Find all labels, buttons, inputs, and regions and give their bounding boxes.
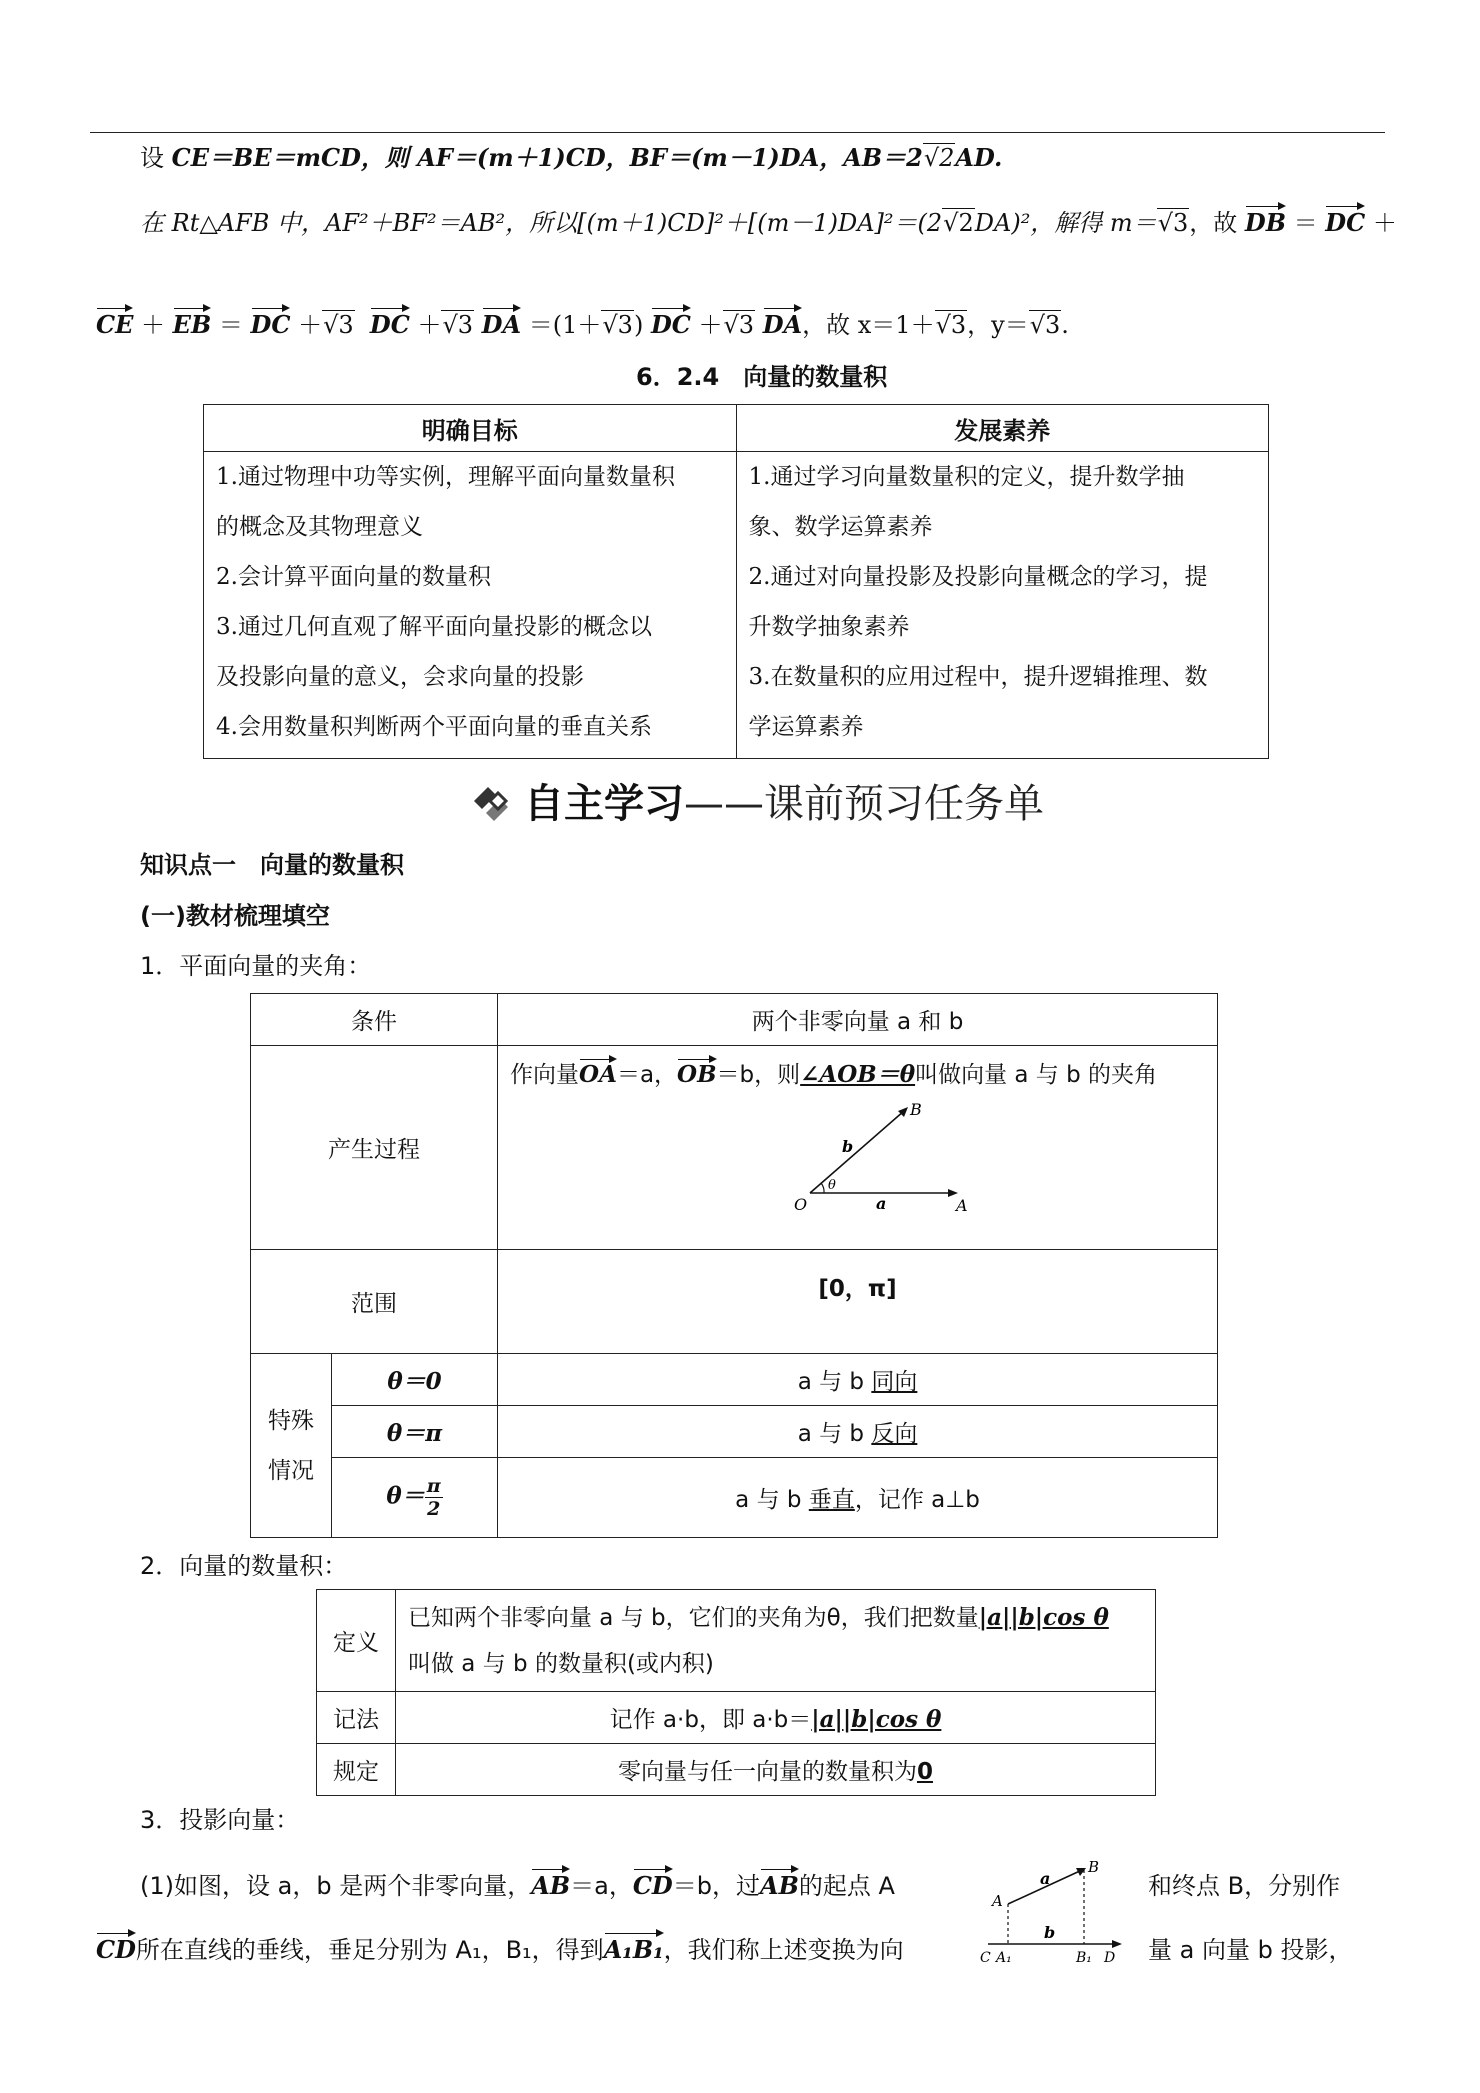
- proc-text-c: ＝b，则: [716, 1062, 801, 1088]
- cond-value: 两个非零向量 a 和 b: [498, 994, 1218, 1046]
- case-key: 反向: [871, 1421, 918, 1447]
- note-pre: 记作 a·b，即 a·b＝: [609, 1707, 812, 1733]
- projection-right-2: 量 a 向量 b 投影，: [1148, 1936, 1353, 1964]
- solution-line-2: 在 Rt△AFB 中，AF²＋BF²＝AB²，所以[(m＋1)CD]²＋[(m－1)DA]²＝(2√2DA)²，解得 m＝√3，故 DB ＝ DC ＋: [140, 208, 1397, 237]
- goals-header-right: 发展素养: [736, 405, 1269, 452]
- projection-line-1: [140, 1866, 895, 1901]
- study-banner: [466, 772, 1044, 829]
- banner-logo-icon: [466, 781, 516, 821]
- item-3-title: 3．投影向量：: [140, 1806, 300, 1834]
- banner-rest: ——课前预习任务单: [684, 781, 1044, 827]
- vec-DC-2: DC: [250, 310, 291, 339]
- vec-CD: CD: [632, 1871, 673, 1900]
- proc-text-b: ＝a，: [616, 1062, 678, 1088]
- proc-text-d: 叫做向量 a 与 b 的夹角: [915, 1062, 1158, 1088]
- header-rule: [90, 132, 1385, 133]
- vec-EB: EB: [172, 310, 212, 339]
- knowledge-title: 知识点一 向量的数量积: [140, 851, 404, 879]
- knowledge-sub: (一)教材梳理填空: [140, 902, 330, 930]
- item-2-title: 2．向量的数量积：: [140, 1552, 348, 1580]
- vec-DC: DC: [1325, 208, 1366, 237]
- note-key: |a||b|cos θ: [811, 1706, 942, 1733]
- proj-p1-b: ＝a，: [570, 1872, 633, 1900]
- note-cell: [396, 1692, 1156, 1744]
- case-result-2: [498, 1458, 1218, 1538]
- solution-line-3: CE ＋ EB ＝ DC ＋√3 DC ＋√3 DA ＝(1＋√3) DC ＋√3 DA，故 x＝1＋√3，y＝√3.: [96, 310, 1069, 339]
- proc-label: 产生过程: [251, 1046, 498, 1250]
- vec-A1B1: A₁B₁: [603, 1935, 664, 1964]
- def-cell: [396, 1590, 1156, 1692]
- proj-fig-a: a: [1040, 1869, 1051, 1888]
- rule-pre: 零向量与任一向量的数量积为: [617, 1759, 917, 1785]
- pi-over-2: [425, 1475, 443, 1520]
- goal-left-line: 1.通过物理中功等实例，理解平面向量数量积: [216, 464, 675, 490]
- goal-left-line: 2.会计算平面向量的数量积: [216, 564, 491, 590]
- note-label: 记法: [317, 1692, 396, 1744]
- case-cond-0: θ＝0: [332, 1354, 498, 1406]
- sqrt3-a: √3: [323, 311, 354, 339]
- goal-left-line: 3.通过几何直观了解平面向量投影的概念以: [216, 614, 652, 640]
- def-key: |a||b|cos θ: [978, 1603, 1109, 1631]
- rule-key: 0: [916, 1759, 933, 1785]
- proj-fig-B: B: [1088, 1858, 1100, 1876]
- projection-right-1: 和终点 B，分别作: [1148, 1872, 1341, 1900]
- line3-tail: ，故 x＝1＋: [802, 311, 935, 339]
- goal-left-line: 的概念及其物理意义: [216, 514, 423, 540]
- goal-right-line: 3.在数量积的应用过程中，提升逻辑推理、数: [748, 664, 1208, 690]
- sqrt3-f: √3: [1029, 311, 1061, 339]
- def-line2: 叫做 a 与 b 的数量积(或内积): [408, 1650, 714, 1677]
- angle-table: [250, 993, 1218, 1538]
- case-pre: a 与 b: [797, 1369, 872, 1395]
- proj-fig-b: b: [1044, 1923, 1056, 1942]
- special-label-1: 特殊: [268, 1407, 314, 1434]
- vec-DC-3: DC: [369, 310, 410, 339]
- special-label-2: 情况: [268, 1457, 314, 1484]
- proj-fig-A: A: [992, 1892, 1003, 1910]
- vec-OB: OB: [677, 1061, 717, 1088]
- special-label: [251, 1354, 332, 1538]
- goal-right-line: 升数学抽象素养: [748, 614, 910, 640]
- section-title: 6．2.4 向量的数量积: [636, 363, 888, 391]
- fig-label-b: b: [842, 1137, 854, 1156]
- case-pre: a 与 b: [797, 1421, 872, 1447]
- case-result-0: [498, 1354, 1218, 1406]
- case-pre: a 与 b: [735, 1487, 809, 1513]
- vec-AB-2: AB: [759, 1871, 799, 1900]
- proj-p1-a: (1)如图，设 a，b 是两个非零向量，: [140, 1872, 532, 1900]
- proj-p1-c: ＝b，过: [672, 1872, 760, 1900]
- line1-prefix: 设: [140, 144, 164, 172]
- line2-prefix: 在 Rt△AFB 中，AF²＋BF²＝AB²，所以[(m＋1)CD]²＋[(m－1)DA]²＝(2: [140, 209, 943, 237]
- vec-OA: OA: [579, 1061, 617, 1088]
- case-cond-2: [332, 1458, 498, 1538]
- line1-sqrt: √2: [923, 144, 955, 172]
- frac-num: π: [426, 1475, 441, 1497]
- vec-CE: CE: [96, 310, 134, 339]
- vec-AB: AB: [531, 1871, 571, 1900]
- line2-sqrt2: √3: [1157, 209, 1189, 237]
- vec-CD-2: CD: [96, 1935, 136, 1964]
- goals-left-cell: [204, 452, 737, 759]
- cond-label: 条件: [251, 994, 498, 1046]
- proc-text-a: 作向量: [510, 1062, 580, 1088]
- projection-figure: [980, 1858, 1140, 1968]
- proj-p1-d: 的起点 A: [798, 1872, 895, 1900]
- vec-DA: DA: [481, 310, 522, 339]
- line1-tail: AD.: [955, 143, 1003, 172]
- fig-label-theta: θ: [828, 1178, 836, 1193]
- goal-right-line: 象、数学运算素养: [748, 514, 933, 540]
- goal-right-line: 2.通过对向量投影及投影向量概念的学习，提: [748, 564, 1208, 590]
- range-value: [0，π]: [498, 1250, 1218, 1354]
- line2-end: ，故: [1189, 209, 1238, 237]
- def-label: 定义: [317, 1590, 396, 1692]
- proj-fig-D: D: [1104, 1950, 1116, 1966]
- item-1-title: 1．平面向量的夹角：: [140, 952, 372, 980]
- goal-left-line: 及投影向量的意义，会求向量的投影: [216, 664, 584, 690]
- proc-text: [510, 1056, 1205, 1089]
- def-line1: 已知两个非零向量 a 与 b，它们的夹角为θ，我们把数量: [408, 1604, 979, 1631]
- case-key: 同向: [871, 1369, 918, 1395]
- goals-header-left: 明确目标: [204, 405, 737, 452]
- goal-right-line: 1.通过学习向量数量积的定义，提升数学抽: [748, 464, 1185, 490]
- rule-label: 规定: [317, 1744, 396, 1796]
- goal-left-line: 4.会用数量积判断两个平面向量的垂直关系: [216, 714, 652, 740]
- rule-cell: [396, 1744, 1156, 1796]
- banner-bold: 自主学习: [524, 781, 684, 827]
- proc-angle: ∠AOB＝θ: [800, 1061, 916, 1088]
- sqrt3-b: √3: [442, 311, 474, 339]
- dot-product-table: [316, 1589, 1156, 1796]
- proj-p2-c: ，我们称上述变换为向: [663, 1936, 904, 1964]
- fig-label-A: A: [956, 1196, 968, 1215]
- case-key: 垂直: [808, 1487, 855, 1513]
- case-post: ，记作 a⊥b: [854, 1487, 980, 1513]
- angle-figure: [780, 1097, 980, 1217]
- proj-fig-B1: B₁: [1076, 1950, 1092, 1966]
- sqrt3-d: √3: [723, 311, 755, 339]
- proj-fig-C: C: [980, 1950, 991, 1966]
- line2-sqrt: √2: [943, 209, 974, 237]
- case-cond-pre: θ＝: [386, 1482, 425, 1510]
- fig-label-O: O: [794, 1195, 808, 1214]
- vec-DC-4: DC: [650, 310, 691, 339]
- fig-label-a: a: [876, 1194, 887, 1213]
- case-cond-1: θ＝π: [332, 1406, 498, 1458]
- range-label: 范围: [251, 1250, 498, 1354]
- goals-table: [203, 404, 1269, 759]
- line3-y: ，y＝: [967, 311, 1029, 339]
- sqrt3-e: √3: [935, 311, 967, 339]
- line1-math: CE＝BE＝mCD，则 AF＝(m＋1)CD，BF＝(m－1)DA，AB＝2: [171, 143, 923, 172]
- proj-fig-A1: A₁: [996, 1950, 1012, 1966]
- fig-label-B: B: [910, 1100, 922, 1119]
- case-result-1: [498, 1406, 1218, 1458]
- projection-line-2: [96, 1930, 904, 1965]
- proc-cell: [498, 1046, 1218, 1250]
- proj-p2-b: 所在直线的垂线，垂足分别为 A₁，B₁，得到: [135, 1936, 604, 1964]
- vec-DB: DB: [1244, 208, 1287, 237]
- goal-right-line: 学运算素养: [748, 714, 864, 740]
- frac-den: 2: [427, 1498, 441, 1520]
- goals-right-cell: [736, 452, 1269, 759]
- sqrt3-c: √3: [602, 311, 633, 339]
- vec-DA-2: DA: [762, 310, 803, 339]
- line2-mid: DA)²，解得 m＝: [974, 209, 1157, 237]
- line3-end: .: [1061, 311, 1069, 339]
- solution-line-1: [140, 138, 1002, 173]
